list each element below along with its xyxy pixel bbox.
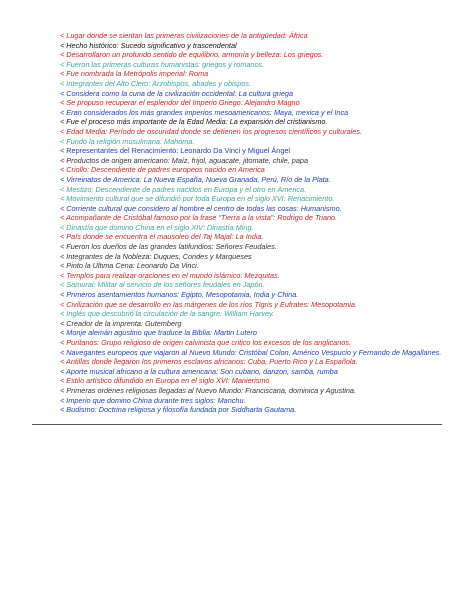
list-item: < Representantes del Renacimiento: Leonardo Da Vinci y Miguel Ángel bbox=[60, 146, 291, 156]
list-item: < Acompañante de Cristóbal famoso por la frase “Tierra a la vista”: Rodrigo de Triano. bbox=[60, 213, 338, 223]
list-item: < Eran considerados los más grandes imperios mesoamericanos: Maya, mexica y el Inca bbox=[60, 107, 349, 117]
list-item: < Hecho histórico: Sucedo significativo y trascendental bbox=[60, 40, 237, 50]
list-item: < Mestizo: Descendiente de padres nacidos en Europa y el otro en America. bbox=[60, 184, 307, 194]
list-item: < Movimiento cultural que se difundió por toda Europa en el siglo XVI: Renacimiento. bbox=[60, 194, 335, 204]
list-item: < País donde se encuentra el mausoleo del Taj Majal: La India. bbox=[60, 232, 264, 242]
list-item: < Budismo: Doctrina religiosa y filosofía fundada por Siddharta Gautama. bbox=[60, 405, 297, 415]
list-item: < Antillas donde llegaron los primeros esclavos africanos: Cuba, Puerto Rico y La Española. bbox=[60, 357, 358, 367]
list-item: < Integrantes del Alto Clero: Arzobispos, abades y obispos. bbox=[60, 78, 252, 88]
list-item: < Productos de origen americano: Maíz, frijol, aguacate, jitomate, chile, papa bbox=[60, 155, 309, 165]
list-item: < Corriente cultural que considero al hombre el centro de todas las cosas: Humanismo. bbox=[60, 203, 342, 213]
list-item: < Considera como la cuna de la civilización occidental: La cultura griega bbox=[60, 88, 294, 98]
bottom-divider bbox=[32, 424, 442, 425]
list-item: < Lugar donde se sientan las primeras civilizaciones de la antigüedad: África bbox=[60, 31, 308, 40]
list-item: < Navegantes europeos que viajaron al Nuevo Mundo: Cristóbal Colon, Américo Vespucio y Fernando de Magallanes. bbox=[60, 347, 442, 357]
list-item: < Primeras ordenes religiosas llegadas al Nuevo Mundo: Franciscana, dominica y Agustina. bbox=[60, 385, 357, 395]
list-item: < Fue el proceso más importante de la Edad Media: La expansión del cristianismo. bbox=[60, 117, 328, 127]
list-item: < Dinastía que domino China en el siglo XIV: Dinastía Ming. bbox=[60, 222, 254, 232]
list-item: < Civilización que se desarrollo en las márgenes de los ríos Tigris y Eufrates: Mesopotamia. bbox=[60, 299, 358, 309]
list-item: < Edad Media: Período de oscuridad donde se detienen los progresos científicos y culturales. bbox=[60, 126, 362, 136]
list-item: < Criollo: Descendiente de padres europeos nacido en America bbox=[60, 165, 265, 175]
list-item: < Fueron los dueños de las grandes latifundios: Señores Feudales. bbox=[60, 242, 277, 252]
list-item: < Fueron las primeras culturas humanistas: griegos y romanos. bbox=[60, 59, 265, 69]
list-item: < Imperio que domino China durante tres siglos: Manchu. bbox=[60, 395, 246, 405]
list-item: < Fue nombrada la Metrópolis imperial: Roma bbox=[60, 69, 209, 79]
list-item: < Estilo artístico difundido en Europa en el siglo XVI: Manierismo bbox=[60, 376, 270, 386]
list-item: < Creador de la imprenta: Gutemberg bbox=[60, 318, 182, 328]
list-item: < Virreinatos de America: La Nueva España, Nueva Granada, Perú, Río de la Plata. bbox=[60, 174, 331, 184]
list-item: < Integrantes de la Nobleza: Duques, Condes y Marqueses bbox=[60, 251, 252, 261]
list-item: < Inglés que descubrió la circulación de la sangre: William Harvey. bbox=[60, 309, 275, 319]
list-item: < Samurai: Militar al servicio de los señores feudales en Japón. bbox=[60, 280, 265, 290]
list-item: < Monje alemán agustino que traduce la Biblia: Martin Lutero bbox=[60, 328, 257, 338]
list-item: < Fundo la religión musulmana: Mahoma. bbox=[60, 136, 195, 146]
list-item: < Primeros asentamientos humanos: Egipto, Mesopotamia, India y China. bbox=[60, 290, 299, 300]
list-item: < Templos para realizar oraciones en el mundo islámico: Mezquitas. bbox=[60, 270, 280, 280]
list-item: < Puritanos: Grupo religioso de origen calvinista que critico los excesos de los anglicanos. bbox=[60, 338, 352, 347]
list-item: < Desarrollaron un profundo sentido de equilibrio, armonía y belleza: Los griegos. bbox=[60, 50, 324, 60]
question-answer-list bbox=[60, 31, 472, 415]
list-item: < Aporte musical africano a la cultura americana: Son cubano, danzon, samba, rumba bbox=[60, 366, 338, 376]
list-item: < Se propuso recuperar el esplendor del Imperio Griego: Alejandro Magno bbox=[60, 98, 300, 108]
list-item: < Pinto la Ultima Cena: Leonardo Da Vinci. bbox=[60, 261, 199, 271]
